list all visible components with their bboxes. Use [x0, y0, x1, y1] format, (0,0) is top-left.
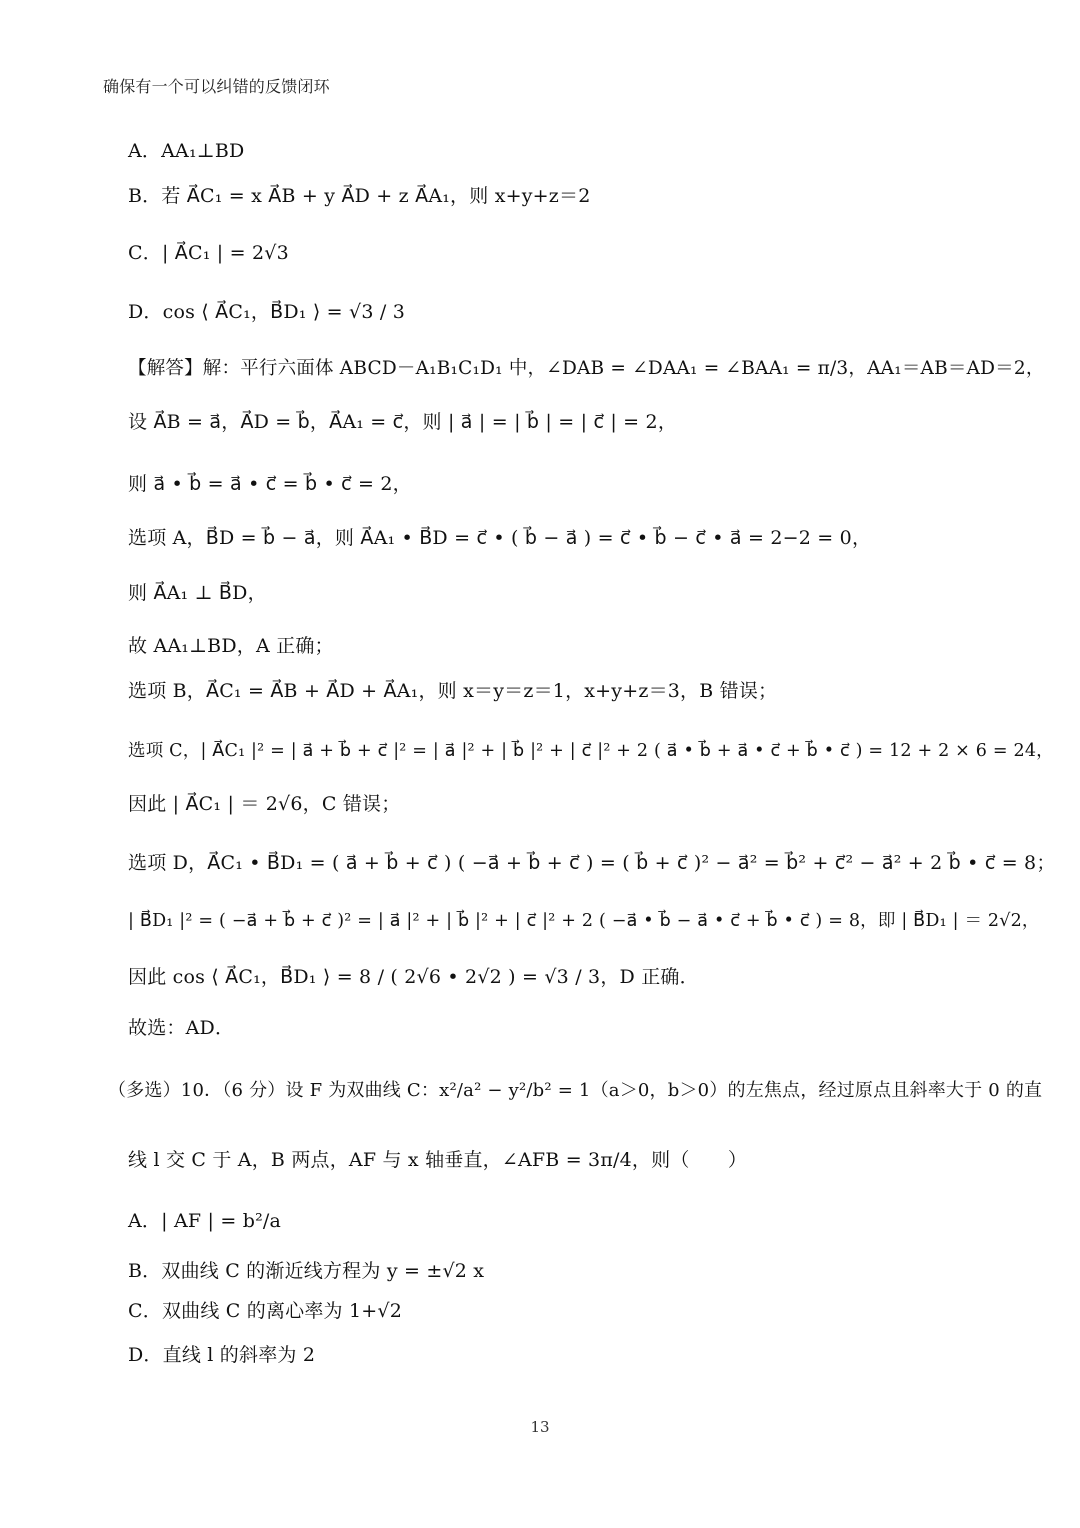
solution-line: 因此 | A⃗C₁ | ＝ 2√6，C 错误；: [128, 793, 401, 815]
solution-line: 故 AA₁⊥BD，A 正确；: [128, 635, 334, 657]
solution-line: 选项 D，A⃗C₁ • B⃗D₁ = ( a⃗ + b⃗ + c⃗ ) ( −a⃗ + b⃗ + c⃗ ) = ( b⃗ + c⃗ )² − a⃗² = b⃗² + c⃗² − a⃗² + 2 b⃗ • c⃗ = 8；: [128, 852, 1056, 874]
solution-line: 选项 C，| A⃗C₁ |² = | a⃗ + b⃗ + c⃗ |² = | a⃗ |² + | b⃗ |² + | c⃗ |² + 2 ( a⃗ • b⃗ + a⃗ • c⃗ + b⃗ • c⃗ ) = 12 + 2 × 6 = 24，: [128, 741, 1054, 761]
option-b: B．双曲线 C 的渐近线方程为 y = ±√2 x: [128, 1260, 485, 1282]
solution-line: 设 A⃗B = a⃗，A⃗D = b⃗，A⃗A₁ = c⃗，则 | a⃗ | = | b⃗ | = | c⃗ | = 2，: [128, 411, 678, 433]
prev-option-b: B．若 A⃗C₁ = x A⃗B + y A⃗D + z A⃗A₁，则 x+y+z＝2: [128, 185, 591, 207]
solution-line: 选项 A，B⃗D = b⃗ − a⃗，则 A⃗A₁ • B⃗D = c⃗ • ( b⃗ − a⃗ ) = c⃗ • b⃗ − c⃗ • a⃗ = 2−2 = 0，: [128, 527, 872, 549]
solution-line: 则 A⃗A₁ ⊥ B⃗D，: [128, 582, 267, 604]
solution-line: 故选：AD．: [128, 1017, 235, 1039]
option-c: C．双曲线 C 的离心率为 1+√2: [128, 1300, 402, 1322]
solution-line: 则 a⃗ • b⃗ = a⃗ • c⃗ = b⃗ • c⃗ = 2，: [128, 473, 412, 495]
solution-line: 【解答】解：平行六面体 ABCD－A₁B₁C₁D₁ 中，∠DAB = ∠DAA₁ = ∠BAA₁ = π/3，AA₁＝AB＝AD＝2，: [128, 358, 1045, 379]
page-header: 确保有一个可以纠错的反馈闭环: [103, 77, 330, 96]
prev-option-a: A．AA₁⊥BD: [128, 140, 245, 162]
option-d: D．直线 l 的斜率为 2: [128, 1344, 316, 1366]
question-line-2: 线 l 交 C 于 A，B 两点，AF 与 x 轴垂直，∠AFB = 3π/4，则（ ）: [128, 1149, 748, 1171]
solution-line: 因此 cos ⟨ A⃗C₁，B⃗D₁ ⟩ = 8 / ( 2√6 • 2√2 ) = √3 / 3，D 正确．: [128, 966, 699, 988]
question-line-1: （多选）10．（6 分）设 F 为双曲线 C：x²/a² − y²/b² = 1（a＞0，b＞0）的左焦点，经过原点且斜率大于 0 的直: [108, 1080, 1043, 1101]
solution-line: | B⃗D₁ |² = ( −a⃗ + b⃗ + c⃗ )² = | a⃗ |² + | b⃗ |² + | c⃗ |² + 2 ( −a⃗ • b⃗ − a⃗ • c⃗ + b⃗ • c⃗ ) = 8，即 | B⃗D₁ | ＝ 2√2，: [128, 911, 1040, 931]
solution-line: 选项 B，A⃗C₁ = A⃗B + A⃗D + A⃗A₁，则 x＝y＝z＝1，x+y+z＝3，B 错误；: [128, 680, 778, 702]
prev-option-c: C．| A⃗C₁ | = 2√3: [128, 242, 289, 264]
option-a: A．| AF | = b²/a: [128, 1210, 282, 1232]
page-number: 13: [530, 1418, 550, 1436]
prev-option-d: D．cos ⟨ A⃗C₁，B⃗D₁ ⟩ = √3 / 3: [128, 301, 406, 323]
